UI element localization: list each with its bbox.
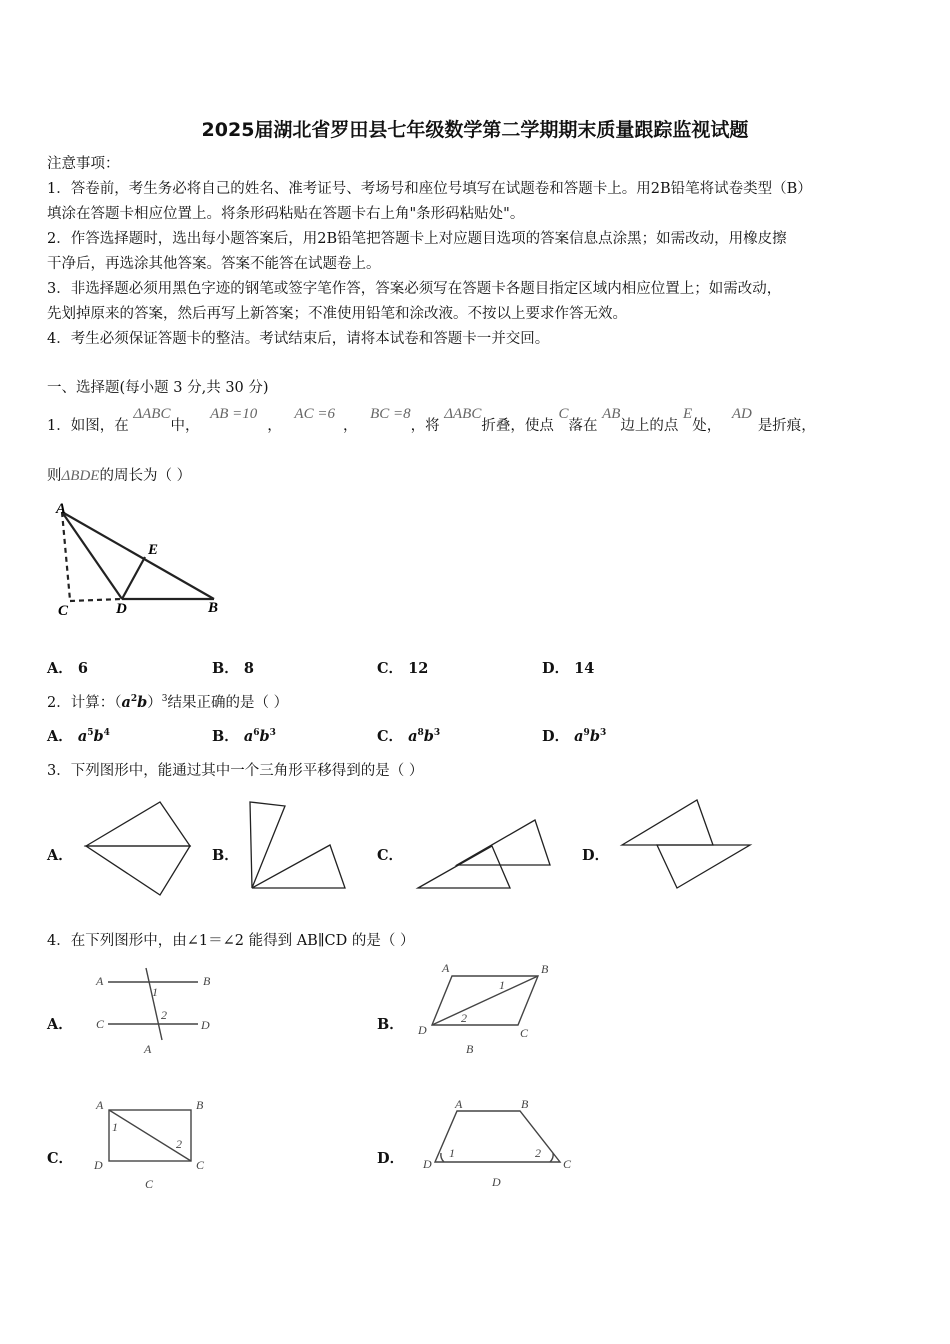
figure-caption: C: [145, 1177, 154, 1191]
notice-line: 干净后，再选涂其他答案。答案不能答在试题卷上。: [47, 256, 381, 272]
vertex-label-c: C: [58, 603, 69, 619]
label-d: D: [418, 1023, 427, 1037]
q2-option-d[interactable]: D． $a^9b^3$: [542, 728, 607, 745]
question-1-stem-cont: 则ΔBDE的周长为（ ）: [47, 468, 192, 484]
q3-option-a[interactable]: A．: [47, 847, 73, 864]
angle-2-label: 2: [535, 1146, 541, 1160]
q4-option-c[interactable]: C．: [47, 1150, 74, 1167]
angle-2-label: 2: [461, 1011, 467, 1025]
label-b: B: [203, 974, 211, 988]
label-d: D: [201, 1018, 210, 1032]
notice-line: 4．考生必须保证答题卡的整洁。考试结束后，请将本试卷和答题卡一并交回。: [47, 331, 550, 347]
question-1-stem: 1．如图，在 ΔABC中， AB =10， AC =6， BC =8，将 ΔABC折叠，使点 C落在 AB边上的点 E处， AD是折痕，: [47, 406, 816, 434]
question-number: 1．: [47, 418, 71, 434]
angle-1-label: 1: [112, 1120, 118, 1134]
q3-option-c[interactable]: C．: [377, 847, 404, 864]
q2-option-c[interactable]: C． $a^8b^3$: [377, 728, 441, 745]
label-a: A: [96, 1098, 104, 1112]
q3-option-b[interactable]: B．: [212, 847, 239, 864]
label-a: A: [455, 1097, 463, 1111]
angle-2-label: 2: [161, 1008, 167, 1022]
notice-line: 2．作答选择题时，选出每小题答案后，用2B铅笔把答题卡上对应题目选项的答案信息点涂黑；如需改动，用橡皮擦: [47, 231, 787, 247]
angle-1-label: 1: [499, 978, 505, 992]
q4-option-b[interactable]: B．: [377, 1016, 404, 1033]
angle-1-label: 1: [152, 985, 158, 999]
question-3-stem: 3．下列图形中，能通过其中一个三角形平移得到的是（ ）: [47, 763, 424, 779]
angle-1-label: 1: [449, 1146, 455, 1160]
notice-line: 3．非选择题必须用黑色字迹的钢笔或签字笔作答，答案必须写在答题卡各题目指定区域内相应位置上；如需改动，: [47, 281, 782, 297]
q4-option-d[interactable]: D．: [377, 1150, 405, 1167]
q1-option-d[interactable]: D． 14: [542, 660, 595, 677]
label-a: A: [442, 961, 450, 975]
label-b: B: [521, 1097, 529, 1111]
label-c: C: [563, 1157, 572, 1171]
vertex-label-b: B: [208, 600, 219, 616]
figure-caption: D: [492, 1175, 501, 1189]
label-c: C: [96, 1017, 105, 1031]
page-title: 2025届湖北省罗田县七年级数学第二学期期末质量跟踪监视试题: [201, 119, 749, 141]
label-b: B: [196, 1098, 204, 1112]
label-c: C: [520, 1026, 529, 1040]
notice-heading: 注意事项：: [47, 156, 120, 172]
question-2-stem: 2．计算：$(a^2b)^3$结果正确的是（ ）: [47, 694, 289, 711]
q1-option-a[interactable]: A． 6: [47, 660, 88, 677]
label-d: D: [423, 1157, 432, 1171]
vertex-label-e: E: [148, 542, 159, 558]
q2-option-a[interactable]: A． $a^5b^4$: [47, 728, 110, 745]
section-heading: 一、选择题(每小题 3 分,共 30 分): [47, 380, 269, 396]
q2-option-b[interactable]: B． $a^6b^3$: [212, 728, 276, 745]
label-b: B: [541, 962, 549, 976]
notice-line: 填涂在答题卡相应位置上。将条形码粘贴在答题卡右上角"条形码粘贴处"。: [47, 206, 525, 222]
label-d: D: [94, 1158, 103, 1172]
label-c: C: [196, 1158, 205, 1172]
notice-line: 先划掉原来的答案，然后再写上新答案；不准使用铅笔和涂改液。不按以上要求作答无效。: [47, 306, 627, 322]
figure-caption: A: [144, 1042, 152, 1056]
figure-caption: B: [466, 1042, 474, 1056]
question-4-stem: 4．在下列图形中，由∠1＝∠2 能得到 AB∥CD 的是（ ）: [47, 933, 415, 949]
vertex-label-a: A: [56, 501, 67, 517]
q4-option-a[interactable]: A．: [47, 1016, 73, 1033]
angle-2-label: 2: [176, 1137, 182, 1151]
notice-line: 1．答卷前，考生务必将自己的姓名、准考证号、考场号和座位号填写在试题卷和答题卡上。用2B铅笔将试卷类型（B）: [47, 181, 812, 197]
vertex-label-d: D: [116, 601, 127, 617]
label-a: A: [96, 974, 104, 988]
q1-option-c[interactable]: C． 12: [377, 660, 429, 677]
q3-option-d[interactable]: D．: [582, 847, 610, 864]
q1-option-b[interactable]: B． 8: [212, 660, 254, 677]
